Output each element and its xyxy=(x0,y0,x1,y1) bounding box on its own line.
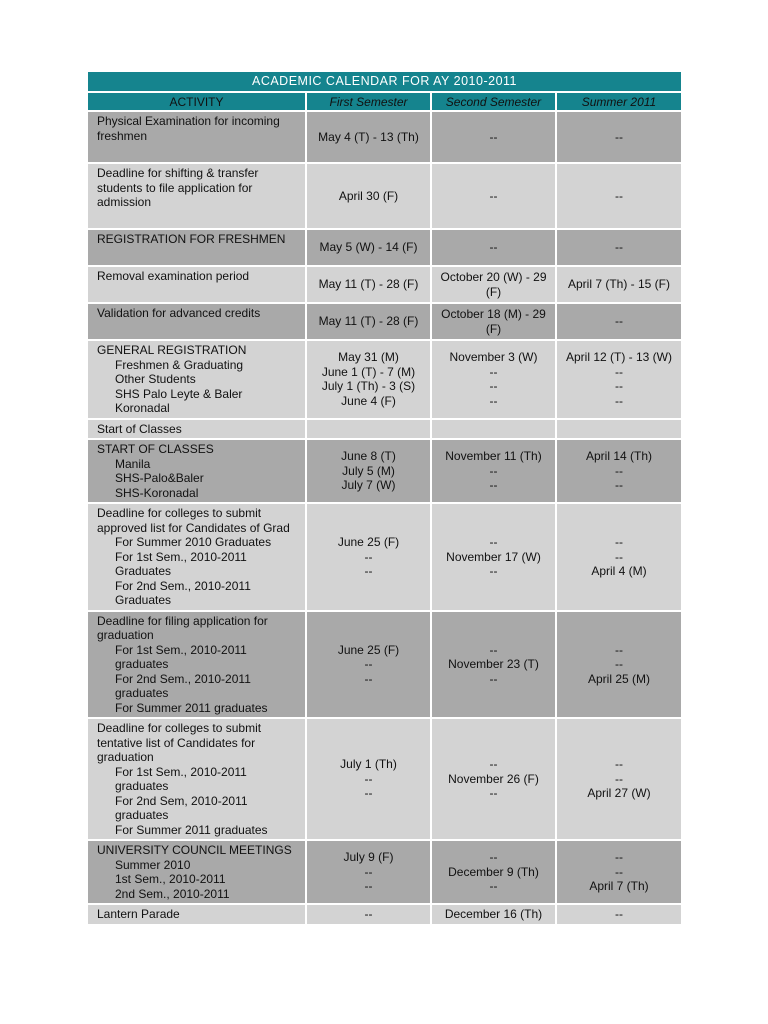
table-row xyxy=(88,905,681,926)
summer-cell xyxy=(557,440,681,504)
activity-label: Removal examination period xyxy=(97,269,250,283)
date-value: -- xyxy=(364,907,373,921)
table-row xyxy=(88,267,681,304)
date-value: April 25 (M) xyxy=(587,671,650,686)
summer-cell xyxy=(557,164,681,230)
date-value: -- xyxy=(489,129,498,144)
second-semester-cell xyxy=(432,164,557,230)
first-semester-cell xyxy=(307,719,432,841)
summer-cell xyxy=(557,504,681,612)
activity-cell xyxy=(88,112,307,164)
date-value: -- xyxy=(615,393,623,408)
date-value: November 11 (Th) xyxy=(445,449,542,464)
date-value: -- xyxy=(615,850,623,865)
activity-cell xyxy=(88,504,307,612)
date-value: -- xyxy=(489,879,498,894)
first-semester-cell xyxy=(307,164,432,230)
activity-subitem: For 2nd Sem., 2010-2011 graduates xyxy=(115,671,251,700)
date-value: -- xyxy=(615,864,623,879)
activity-label: Validation for advanced credits xyxy=(97,306,261,320)
date-value: November 3 (W) xyxy=(449,350,538,365)
activity-subitem: Freshmen & Graduating xyxy=(115,357,244,372)
date-value: -- xyxy=(615,771,623,786)
date-value: -- xyxy=(615,379,623,394)
date-value: -- xyxy=(364,671,373,686)
date-value: -- xyxy=(615,478,623,493)
activity-cell xyxy=(88,612,307,720)
date-value: -- xyxy=(364,879,373,894)
first-semester-cell xyxy=(307,304,432,341)
date-value: November 23 (T) xyxy=(448,657,539,671)
calendar-title: ACADEMIC CALENDAR FOR AY 2010-2011 xyxy=(88,72,681,93)
activity-label: Deadline for shifting & transfer students to file application for admission xyxy=(97,166,259,209)
first-semester-cell xyxy=(307,504,432,612)
column-header-summer: Summer 2011 xyxy=(557,93,681,112)
date-value: July 9 (F) xyxy=(343,850,394,865)
date-value: -- xyxy=(615,364,623,379)
activity-subitem: For 1st Sem., 2010-2011 graduates xyxy=(115,642,247,671)
date-value: -- xyxy=(615,535,623,549)
summer-cell xyxy=(557,841,681,905)
table-row xyxy=(88,230,681,267)
date-value: -- xyxy=(489,463,498,478)
table-row xyxy=(88,504,681,612)
activity-cell xyxy=(88,341,307,420)
date-value: July 5 (M) xyxy=(342,463,395,478)
activity-subitem: For Summer 2010 Graduates xyxy=(115,535,272,549)
activity-label: REGISTRATION FOR FRESHMEN xyxy=(97,232,286,246)
table-row xyxy=(88,304,681,341)
date-value: April 7 (Th) - 15 (F) xyxy=(567,277,670,292)
summer-cell xyxy=(557,304,681,341)
summer-cell xyxy=(557,719,681,841)
summer-cell xyxy=(557,612,681,720)
date-value: -- xyxy=(489,757,498,772)
activity-cell xyxy=(88,304,307,341)
date-value: April 4 (M) xyxy=(591,564,647,578)
activity-subitem: For 2nd Sem., 2010-2011 Graduates xyxy=(115,578,251,607)
table-row xyxy=(88,164,681,230)
summer-cell xyxy=(557,905,681,926)
second-semester-cell xyxy=(432,841,557,905)
second-semester-cell xyxy=(432,440,557,504)
first-semester-cell xyxy=(307,112,432,164)
second-semester-cell xyxy=(432,612,557,720)
date-value: -- xyxy=(615,240,623,255)
activity-label: START OF CLASSES xyxy=(97,442,214,456)
activity-cell xyxy=(88,841,307,905)
activity-label: Start of Classes xyxy=(97,421,182,436)
date-value: May 11 (T) - 28 (F) xyxy=(318,314,419,329)
date-value: July 7 (W) xyxy=(341,478,396,493)
activity-cell xyxy=(88,420,307,441)
summer-cell xyxy=(557,341,681,420)
column-header-second-semester: Second Semester xyxy=(432,93,557,112)
column-header-activity: ACTIVITY xyxy=(88,93,307,112)
date-value: April 30 (F) xyxy=(338,188,399,203)
date-value: -- xyxy=(615,657,623,671)
activity-label: Deadline for colleges to submit tentative list of Candidates for graduation xyxy=(97,721,262,764)
date-value: -- xyxy=(615,642,623,657)
date-value: December 16 (Th) xyxy=(444,907,543,921)
activity-subitem: For Summer 2011 graduates xyxy=(115,822,268,837)
table-row xyxy=(88,612,681,720)
date-value: -- xyxy=(364,864,373,879)
date-value: -- xyxy=(364,786,373,801)
date-value: June 25 (F) xyxy=(337,642,400,657)
table-row xyxy=(88,112,681,164)
date-value: July 1 (Th) xyxy=(340,757,397,772)
second-semester-cell xyxy=(432,420,557,441)
activity-label: UNIVERSITY COUNCIL MEETINGS xyxy=(97,843,292,857)
activity-label: Lantern Parade xyxy=(97,907,180,921)
date-value: -- xyxy=(615,129,623,144)
activity-cell xyxy=(88,719,307,841)
second-semester-cell xyxy=(432,504,557,612)
first-semester-cell xyxy=(307,230,432,267)
activity-subitem: SHS Palo Leyte & Baler xyxy=(115,386,243,401)
date-value: June 4 (F) xyxy=(341,393,396,408)
second-semester-cell xyxy=(432,905,557,926)
activity-label: Physical Examination for incoming freshmen xyxy=(97,114,280,143)
date-value: -- xyxy=(615,188,623,203)
date-value: May 31 (M) xyxy=(338,350,399,365)
date-value: May 11 (T) - 28 (F) xyxy=(318,277,419,292)
first-semester-cell xyxy=(307,612,432,720)
activity-cell xyxy=(88,905,307,926)
date-value: December 9 (Th) xyxy=(448,864,539,879)
summer-cell xyxy=(557,112,681,164)
activity-subitem: Koronadal xyxy=(115,401,170,415)
date-value: April 27 (W) xyxy=(587,786,651,801)
date-value: June 25 (F) xyxy=(337,535,400,549)
date-value: -- xyxy=(615,463,623,478)
activity-subitem: For 2nd Sem, 2010-2011 graduates xyxy=(115,793,248,822)
calendar-body xyxy=(88,112,681,926)
date-value: -- xyxy=(489,188,498,203)
activity-subitem: Summer 2010 xyxy=(115,857,191,872)
table-row xyxy=(88,420,681,441)
activity-subitem: SHS-Koronadal xyxy=(115,485,199,500)
date-value: -- xyxy=(489,642,498,657)
activity-subitem: For 1st Sem., 2010-2011 Graduates xyxy=(115,549,247,578)
date-value: October 20 (W) - 29 (F) xyxy=(440,270,547,299)
date-value: June 1 (T) - 7 (M) xyxy=(321,364,416,379)
first-semester-cell xyxy=(307,420,432,441)
activity-cell xyxy=(88,440,307,504)
table-row xyxy=(88,440,681,504)
date-value: -- xyxy=(489,564,498,578)
date-value: -- xyxy=(489,671,498,686)
table-row xyxy=(88,341,681,420)
activity-subitem: Other Students xyxy=(115,372,196,386)
second-semester-cell xyxy=(432,341,557,420)
first-semester-cell xyxy=(307,267,432,304)
date-value: -- xyxy=(489,379,498,394)
date-value: April 7 (Th) xyxy=(589,879,649,894)
activity-cell xyxy=(88,267,307,304)
activity-subitem: Manila xyxy=(115,456,151,471)
date-value: -- xyxy=(489,478,498,493)
date-value: -- xyxy=(489,364,498,379)
activity-cell xyxy=(88,230,307,267)
date-value: July 1 (Th) - 3 (S) xyxy=(321,379,416,394)
date-value: November 26 (F) xyxy=(448,771,539,786)
second-semester-cell xyxy=(432,719,557,841)
activity-label: Deadline for colleges to submit approved list for Candidates of Grad xyxy=(97,506,290,535)
date-value: -- xyxy=(615,549,623,564)
activity-subitem: SHS-Palo&Baler xyxy=(115,471,204,485)
first-semester-cell xyxy=(307,440,432,504)
first-semester-cell xyxy=(307,341,432,420)
activity-subitem: For 1st Sem., 2010-2011 graduates xyxy=(115,764,247,793)
calendar-table xyxy=(88,93,681,926)
summer-cell xyxy=(557,230,681,267)
activity-subitem: 1st Sem., 2010-2011 xyxy=(115,872,226,886)
date-value: -- xyxy=(489,535,498,549)
table-row xyxy=(88,841,681,905)
date-value: June 8 (T) xyxy=(341,449,396,464)
activity-subitem: For Summer 2011 graduates xyxy=(115,700,268,715)
summer-cell xyxy=(557,420,681,441)
date-value: November 17 (W) xyxy=(446,549,541,564)
header-row xyxy=(88,93,681,112)
date-value: -- xyxy=(615,907,623,921)
table-row xyxy=(88,719,681,841)
activity-subitem: 2nd Sem., 2010-2011 xyxy=(115,886,230,901)
activity-cell xyxy=(88,164,307,230)
date-value: April 12 (T) - 13 (W) xyxy=(565,350,672,365)
activity-label: GENERAL REGISTRATION xyxy=(97,343,247,357)
date-value: -- xyxy=(364,771,373,786)
date-value: May 4 (T) - 13 (Th) xyxy=(318,129,419,144)
date-value: April 14 (Th) xyxy=(585,449,653,464)
second-semester-cell xyxy=(432,304,557,341)
date-value: -- xyxy=(615,757,623,772)
date-value: -- xyxy=(364,657,373,671)
first-semester-cell xyxy=(307,905,432,926)
column-header-first-semester: First Semester xyxy=(307,93,432,112)
first-semester-cell xyxy=(307,841,432,905)
date-value: -- xyxy=(489,786,498,801)
date-value: October 18 (M) - 29 (F) xyxy=(441,307,546,336)
date-value: May 5 (W) - 14 (F) xyxy=(319,240,418,255)
date-value: -- xyxy=(615,314,623,329)
date-value: -- xyxy=(489,850,498,865)
date-value: -- xyxy=(489,393,498,408)
academic-calendar xyxy=(88,72,681,926)
date-value: -- xyxy=(364,564,373,578)
summer-cell xyxy=(557,267,681,304)
second-semester-cell xyxy=(432,267,557,304)
date-value: -- xyxy=(364,549,373,564)
second-semester-cell xyxy=(432,112,557,164)
second-semester-cell xyxy=(432,230,557,267)
activity-label: Deadline for filing application for graduation xyxy=(97,613,268,642)
date-value: -- xyxy=(489,240,498,255)
